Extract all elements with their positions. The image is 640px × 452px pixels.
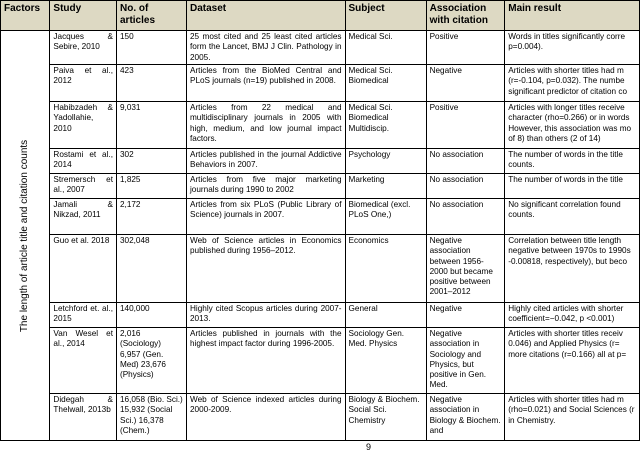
cell-result: The number of words in the title counts. (505, 149, 640, 174)
cell-result: Highly cited articles with shorter coefficient=−0.042, p <0.001) (505, 303, 640, 328)
cell-articles: 423 (116, 65, 186, 102)
table-row (1, 31, 640, 65)
cell-subject: Psychology (345, 149, 426, 174)
cell-association: Negative association between 1956-2000 but became positive between 2001–2012 (426, 235, 505, 303)
cell-articles: 140,000 (116, 303, 186, 328)
cell-association: Negative (426, 303, 505, 328)
cell-articles: 150 (116, 31, 186, 65)
cell-dataset: Articles from five major marketing journals during 1990 to 2002 (186, 174, 345, 199)
cell-result: Correlation between title length negative between 1970s to 1990s -0.00818, respectively), but beco (505, 235, 640, 303)
cell-study: Van Wesel et al., 2014 (50, 328, 117, 394)
table-row (1, 235, 640, 303)
cell-study: Jamali & Nikzad, 2011 (50, 199, 117, 235)
cell-study: Letchford et. al., 2015 (50, 303, 117, 328)
cell-result: Articles with shorter titles receiv 0.046) and Applied Physics (r= more citations (r=0.166) all at p= (505, 328, 640, 394)
table-row (1, 102, 640, 149)
cell-subject: Biomedical (excl. PLoS One,) (345, 199, 426, 235)
cell-dataset: 25 most cited and 25 least cited articles form the Lancet, BMJ J Clin. Pathology in 2005. (186, 31, 345, 65)
cell-result: Articles with shorter titles had m (rho=0.021) and Social Sciences (r in Chemistry. (505, 394, 640, 441)
cell-association: No association (426, 149, 505, 174)
cell-dataset: Articles from 22 medical and multidisciplinary journals in 2005 with high, medium, and low journal impact factors. (186, 102, 345, 149)
header-subject: Subject (345, 1, 426, 31)
result-text: Words in titles significantly corre p=0.004). (508, 32, 626, 52)
cell-study: Rostami et al., 2014 (50, 149, 117, 174)
cell-association: Positive (426, 102, 505, 149)
cell-study: Jacques & Sebire, 2010 (50, 31, 117, 65)
table-row (1, 328, 640, 394)
header-study: Study (50, 1, 117, 31)
cell-subject: General (345, 303, 426, 328)
cell-subject: Medical Sci. Biomedical (345, 65, 426, 102)
cell-articles: 302 (116, 149, 186, 174)
cell-dataset: Articles from six PLoS (Public Library of Science) journals in 2007. (186, 199, 345, 235)
table-row (1, 65, 640, 102)
factor-cell (1, 31, 50, 441)
cell-study: Habibzadeh & Yadollahie, 2010 (50, 102, 117, 149)
cell-association: No association (426, 199, 505, 235)
cell-articles: 16,058 (Bio. Sci.) 15,932 (Social Sci.) 16,378 (Chem.) (116, 394, 186, 441)
table-row (1, 149, 640, 174)
cell-study: Paiva et al., 2012 (50, 65, 117, 102)
cell-dataset: Articles published in journals with the highest impact factor during 1996-2005. (186, 328, 345, 394)
cell-study: Stremersch et al., 2007 (50, 174, 117, 199)
cell-articles: 2,016 (Sociology) 6,957 (Gen. Med) 23,676 (Physics) (116, 328, 186, 394)
cell-association: No association (426, 174, 505, 199)
cell-result: No significant correlation found counts. (505, 199, 640, 235)
cell-result: Articles with shorter titles had m (r=-0.104, p=0.032). The numbe significant predictor of citation co (505, 65, 640, 102)
cell-study: Didegah & Thelwall, 2013b (50, 394, 117, 441)
cell-association: Positive (426, 31, 505, 65)
cell-result (505, 31, 640, 65)
cell-association: Negative (426, 65, 505, 102)
cell-association: Negative association in Sociology and Physics, but positive in Gen. Med. (426, 328, 505, 394)
cell-subject: Medical Sci. Biomedical Multidiscip. (345, 102, 426, 149)
table-row (1, 199, 640, 235)
cell-articles: 9,031 (116, 102, 186, 149)
table-row (1, 394, 640, 441)
cell-subject: Biology & Biochem. Social Sci. Chemistry (345, 394, 426, 441)
cell-articles: 302,048 (116, 235, 186, 303)
cell-dataset: Articles from the BioMed Central and PLoS journals (n=19) published in 2008. (186, 65, 345, 102)
header-factors: Factors (1, 1, 50, 31)
header-main-result: Main result (505, 1, 640, 31)
table-row (1, 303, 640, 328)
cell-dataset: Articles published in the journal Addictive Behaviors in 2007. (186, 149, 345, 174)
header-association: Association with citation (426, 1, 505, 31)
cell-result: Articles with longer titles receive character (rho=0.266) or in words However, this association was mo of 8) than others (2 of 14) (505, 102, 640, 149)
cell-dataset: Web of Science indexed articles during 2000-2009. (186, 394, 345, 441)
factor-label: The length of article title and citation counts (19, 139, 31, 332)
cell-subject: Medical Sci. (345, 31, 426, 65)
page-number: 9 (366, 442, 372, 452)
cell-dataset: Web of Science articles in Economics published during 1956–2012. (186, 235, 345, 303)
cell-articles: 2,172 (116, 199, 186, 235)
table-header-row (1, 1, 640, 31)
cell-result: The number of words in the title (505, 174, 640, 199)
header-dataset: Dataset (186, 1, 345, 31)
cell-dataset: Highly cited Scopus articles during 2007-2013. (186, 303, 345, 328)
cell-articles: 1,825 (116, 174, 186, 199)
cell-study: Guo et al. 2018 (50, 235, 117, 303)
cell-subject: Economics (345, 235, 426, 303)
cell-subject: Marketing (345, 174, 426, 199)
cell-subject: Sociology Gen. Med. Physics (345, 328, 426, 394)
table-row (1, 174, 640, 199)
cell-association: Negative association in Biology & Biochem. and (426, 394, 505, 441)
header-articles: No. of articles (116, 1, 186, 31)
